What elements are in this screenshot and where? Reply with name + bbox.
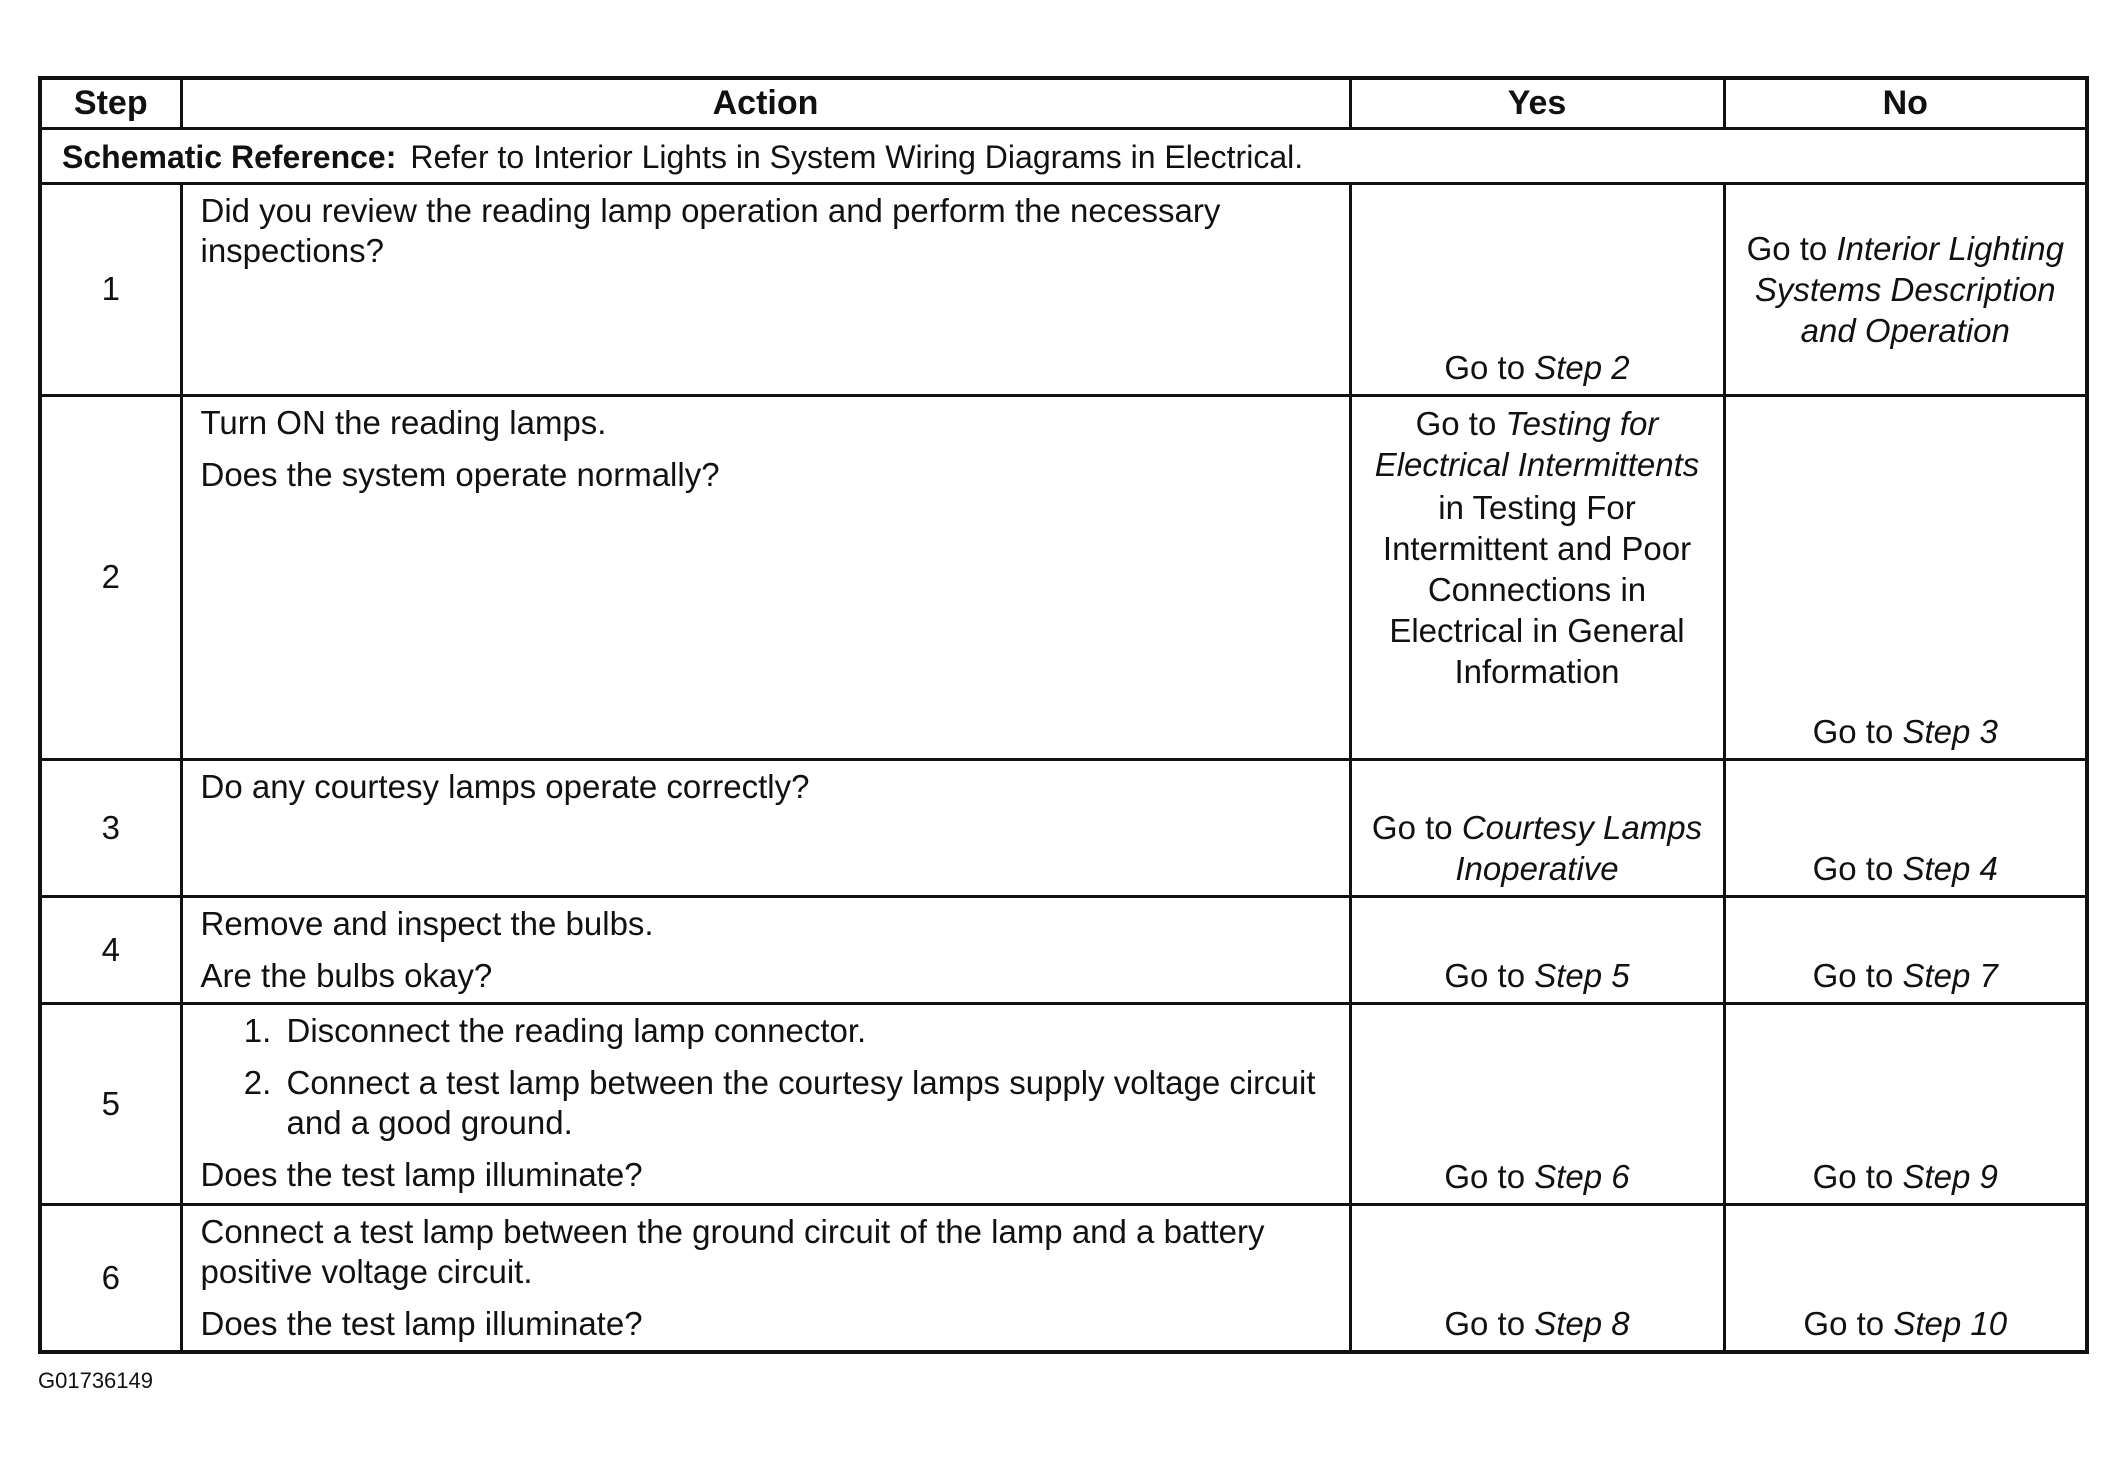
no-link[interactable]: Step 3	[1902, 712, 1998, 750]
list-item: 1. Disconnect the reading lamp connector.	[281, 1011, 1331, 1051]
action-question: Does the system operate normally?	[200, 455, 720, 493]
table-row	[40, 896, 2087, 1003]
schematic-reference	[40, 128, 2087, 183]
action-text: Turn ON the reading lamps.	[200, 403, 607, 441]
yes-detail: in Testing For Intermittent and Poor Connections in Electrical in General Information	[1382, 488, 1692, 690]
yes-cell	[1350, 395, 1724, 759]
step-number: 4	[40, 896, 181, 1003]
action-text: Did you review the reading lamp operation and perform the necessary inspections?	[200, 191, 1221, 269]
yes-prefix: Go to	[1444, 1304, 1526, 1342]
step-number: 2	[40, 395, 181, 759]
no-prefix: Go to	[1812, 1157, 1894, 1195]
schematic-row	[40, 128, 2087, 183]
yes-link[interactable]: Step 8	[1534, 1304, 1630, 1342]
no-cell	[1724, 183, 2087, 395]
step-number: 1	[40, 183, 181, 395]
yes-link[interactable]: Courtesy Lamps Inoperative	[1455, 808, 1703, 887]
no-prefix: Go to	[1746, 229, 1828, 267]
yes-cell	[1350, 759, 1724, 896]
action-cell	[181, 759, 1350, 896]
no-cell	[1724, 395, 2087, 759]
action-steps-list	[201, 1011, 1331, 1143]
action-cell	[181, 1003, 1350, 1204]
action-question: Does the test lamp illuminate?	[200, 1155, 643, 1193]
header-action: Action	[181, 78, 1350, 128]
no-cell	[1724, 1003, 2087, 1204]
action-cell	[181, 395, 1350, 759]
action-text: Do any courtesy lamps operate correctly?	[200, 767, 810, 805]
yes-link[interactable]: Testing for Electrical Intermittents	[1374, 404, 1700, 483]
yes-cell	[1350, 1204, 1724, 1352]
yes-prefix: Go to	[1444, 348, 1526, 386]
yes-prefix: Go to	[1415, 404, 1497, 442]
yes-cell	[1350, 1003, 1724, 1204]
header-no: No	[1724, 78, 2087, 128]
no-prefix: Go to	[1803, 1304, 1885, 1342]
yes-prefix: Go to	[1371, 808, 1453, 846]
action-text: Connect a test lamp between the ground circuit of the lamp and a battery positive voltage circuit.	[200, 1212, 1265, 1290]
action-cell	[181, 183, 1350, 395]
step-number: 5	[40, 1003, 181, 1204]
no-cell	[1724, 896, 2087, 1003]
action-cell	[181, 896, 1350, 1003]
action-cell	[181, 1204, 1350, 1352]
yes-cell	[1350, 183, 1724, 395]
table-row	[40, 183, 2087, 395]
table-row	[40, 1204, 2087, 1352]
schematic-label: Schematic Reference:	[62, 139, 397, 175]
header-row	[40, 78, 2087, 128]
diagnostic-table	[38, 76, 2089, 1354]
action-question: Are the bulbs okay?	[200, 956, 493, 994]
step-number: 3	[40, 759, 181, 896]
no-link[interactable]: Interior Lighting Systems Description and Operation	[1754, 229, 2064, 349]
yes-prefix: Go to	[1444, 956, 1526, 994]
no-link[interactable]: Step 10	[1893, 1304, 2008, 1342]
yes-prefix: Go to	[1444, 1157, 1526, 1195]
no-cell	[1724, 759, 2087, 896]
yes-cell	[1350, 896, 1724, 1003]
action-text: Remove and inspect the bulbs.	[200, 904, 654, 942]
yes-link[interactable]: Step 2	[1534, 348, 1630, 386]
table-row	[40, 1003, 2087, 1204]
no-prefix: Go to	[1812, 849, 1894, 887]
no-prefix: Go to	[1812, 712, 1894, 750]
no-link[interactable]: Step 9	[1902, 1157, 1998, 1195]
step-number: 6	[40, 1204, 181, 1352]
header-step: Step	[40, 78, 181, 128]
no-link[interactable]: Step 7	[1902, 956, 1998, 994]
no-cell	[1724, 1204, 2087, 1352]
no-link[interactable]: Step 4	[1902, 849, 1998, 887]
list-item: 2. Connect a test lamp between the courtesy lamps supply voltage circuit and a good ground.	[281, 1063, 1331, 1143]
table-row	[40, 395, 2087, 759]
header-yes: Yes	[1350, 78, 1724, 128]
no-prefix: Go to	[1812, 956, 1894, 994]
yes-link[interactable]: Step 5	[1534, 956, 1630, 994]
figure-id: G01736149	[38, 1368, 153, 1393]
schematic-text: Refer to Interior Lights in System Wiring Diagrams in Electrical.	[410, 139, 1304, 175]
table-row	[40, 759, 2087, 896]
yes-link[interactable]: Step 6	[1534, 1157, 1630, 1195]
action-question: Does the test lamp illuminate?	[200, 1304, 643, 1342]
